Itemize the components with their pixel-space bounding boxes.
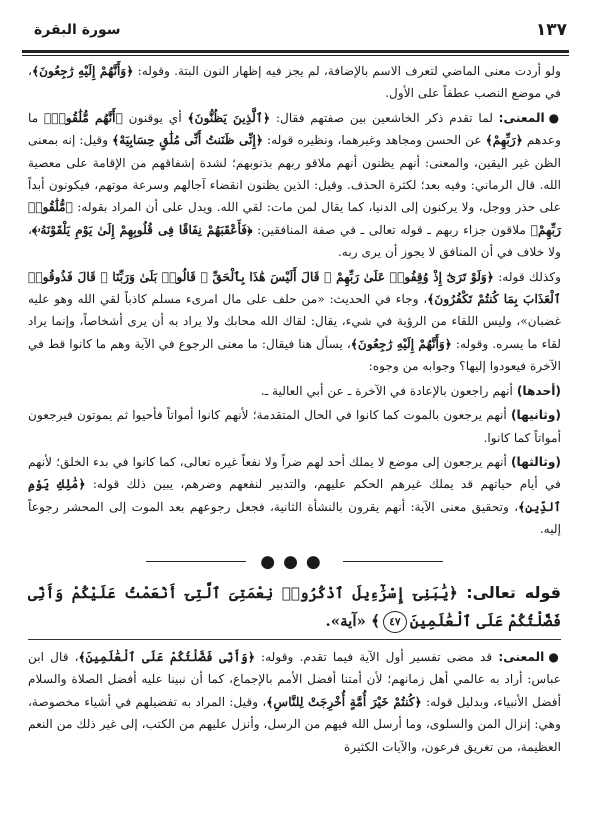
aspect-label: (أحدها) [516, 383, 561, 398]
verse-intro: قوله تعالى: [466, 582, 561, 602]
ayah-label: «آية». [325, 611, 366, 630]
ayah-number-badge: ٤٧ [383, 611, 407, 633]
header-rule-thin [22, 55, 569, 56]
quran-quote: ﴿إِنِّى ظَنَنتُ أَنِّى مُلَٰقٍ حِسَابِيَهْ﴾ [112, 133, 264, 148]
paragraph-likewise: وكذلك قوله: ﴿وَلَوْ تَرَىٰٓ إِذْ وُقِفُوا۟ عَلَىٰ رَبِّهِمْ ۚ قَالَ أَلَيْسَ هَٰذَا بِٱلْحَقِّ ۚ قَالُوا۟ بَلَىٰ وَرَبِّنَا ۚ قَالَ فَذُوقُوا۟ ٱلْعَذَابَ بِمَا كُنتُمْ تَكْفُرُونَ﴾، وجاء في الحديث: «من حلف على مال امرىء مسلم كاذباً لقي الله وهو عليه غضبان»، وليس اللقاء من الرؤية في شيء، يقال: لقاك الله محابك ولا يراد به أن يرى أشخاصاً، وإنما يراد لقاء ما يسره. وقوله: ﴿وَأَنَّهُمْ إِلَيْهِ رَٰجِعُونَ﴾، يسأل هنا فيقال: ما معنى الرجوع في الآية وهم ما كانوا قط في الآخرة فيعودوا إليها؟ وجوابه من وجوه: [28, 269, 561, 374]
quran-quote: ﴿مَٰلِكِ يَوْمِ ٱلدِّينِ﴾ [28, 477, 561, 514]
aspect-item: (أحدها) أنهم راجعون بالإعادة في الآخرة ـ عن أبي العالية ـ. [260, 383, 561, 398]
quran-quote: ﴿مُّلَٰقُوا۟ رَبِّهِمْ﴾ [28, 200, 561, 237]
verse-heading: قوله تعالى: ﴿يَٰبَنِىٓ إِسْرَٰٓءِيلَ ٱذْكُرُوا۟ نِعْمَتِىَ ٱلَّتِىٓ أَنْعَمْتُ عَلَيْكُمْ وَأَنِّى فَضَّلْتُكُمْ عَلَى ٱلْعَٰلَمِينَ٤٧﴾ «آية». [28, 579, 561, 635]
dots-icon: ●●● [260, 551, 329, 572]
quran-quote: ﴿وَأَنَّهُمْ إِلَيْهِ رَٰجِعُونَ﴾ [350, 336, 452, 351]
aspect-item: (وثانيها) أنهم يرجعون بالموت كما كانوا في الحال المتقدمة؛ لأنهم كانوا أمواتاً فأحيوا ثم يموتون فيرجعون أمواتاً كما كانوا. [28, 408, 561, 445]
meaning-label: المعنى: [498, 110, 545, 125]
quran-quote: ﴿ٱلَّذِينَ يَظُنُّونَ﴾ [187, 110, 271, 125]
quran-quote: ﴿كُنتُمْ خَيْرَ أُمَّةٍ أُخْرِجَتْ لِلنَّاسِ﴾ [266, 694, 422, 709]
surah-title: سورة البقرة [34, 22, 121, 38]
quran-quote: ﴿وَأَنَّهُمْ إِلَيْهِ رَٰجِعُونَ﴾ [31, 64, 134, 78]
page-body [28, 60, 561, 760]
section-separator [28, 551, 561, 573]
paragraph-meaning-2: ●المعنى: قد مضى تفسير أول الآية فيما تقدم. وقوله: ﴿وَأَنِّى فَضَّلْتُكُمْ عَلَى ٱلْعَٰلَمِينَ﴾، قال ابن عباس: أراد به عالمي أهل زمانهم؛ لأن أمتنا أفضل الأمم بالإجماع، كما أن نبينا عليه أفضل الصلاة والسلام أفضل الأنبياء، وبدليل قوله: ﴿كُنتُمْ خَيْرَ أُمَّةٍ أُخْرِجَتْ لِلنَّاسِ﴾، وقيل: المراد به تفضيلهم في أشياء مخصوصة، وهي: إنزال المن والسلوى، وما أرسل الله فيهم من الرسل، وأنزل عليهم من الكتب، إلى غير ذلك من النعم العظيمة، من تغريق فرعون، والآيات الكثيرة [28, 649, 562, 754]
quran-quote: ﴿وَلَوْ تَرَىٰٓ إِذْ وُقِفُوا۟ عَلَىٰ رَبِّهِمْ ۚ قَالَ أَلَيْسَ هَٰذَا بِٱلْحَقِّ ۚ قَالُوا۟ بَلَىٰ وَرَبِّنَا ۚ قَالَ فَذُوقُوا۟ ٱلْعَذَابَ بِمَا كُنتُمْ تَكْفُرُونَ﴾ [28, 269, 561, 307]
verse-divider [28, 639, 561, 640]
aspect-label: (وثانيها) [510, 408, 561, 423]
page-header [34, 16, 567, 44]
aspect-label: (وثالثها) [510, 454, 561, 469]
meaning-label: المعنى: [498, 649, 545, 664]
quran-quote: ﴿وَأَنِّى فَضَّلْتُكُمْ عَلَى ٱلْعَٰلَمِينَ﴾ [78, 649, 255, 664]
page-number: ١٣٧ [535, 20, 567, 40]
paragraph-meaning-1: ●المعنى: لما تقدم ذكر الخاشعين بين صفتهم فقال: ﴿ٱلَّذِينَ يَظُنُّونَ﴾ أي يوقنون ﴿أَنَّهُم مُّلَٰقُوا۟﴾ ما وعدهم ﴿رَبِّهِمْ﴾ عن الحسن ومجاهد وغيرهما، ونظيره قوله: ﴿إِنِّى ظَنَنتُ أَنِّى مُلَٰقٍ حِسَابِيَهْ﴾ وقيل: إنه بمعنى الظن غير اليقين، والمعنى: أنهم يظنون أنهم ملاقو ربهم بذنوبهم؛ لشدة إشفاقهم من الإقامة على معصية الله. قال الرماني: وفيه بعد؛ لكثرة الحذف. وقيل: الذين يظنون انقضاء آجالهم وسرعة موتهم، فيكونون أبداً على حذر ووجل، ولا يركنون إلى الدنيا، كما يقال لمن مات: لقي الله. ويدل على أن المراد بقوله: ﴿مُّلَٰقُوا۟ رَبِّهِمْ﴾ ملاقون جزاء ربهم ـ قوله تعالى ـ في صفة المنافقين: ﴿فَأَعْقَبَهُمْ نِفَاقًا فِى قُلُوبِهِمْ إِلَىٰ يَوْمِ يَلْقَوْنَهُۥ﴾، ولا خلاف في أن المنافق لا يجوز أن يرى ربه. [28, 110, 561, 260]
quran-quote: ﴿فَأَعْقَبَهُمْ نِفَاقًا فِى قُلُوبِهِمْ إِلَىٰ يَوْمِ يَلْقَوْنَهُۥ﴾ [31, 222, 253, 237]
header-rule [22, 50, 569, 53]
bullet-icon: ● [548, 649, 561, 664]
aspect-item: (وثالثها) أنهم يرجعون إلى موضع لا يملك أحد لهم ضراً ولا نفعاً غيره تعالى، كما كانوا في بدء الخلق؛ لأنهم في أيام حياتهم قد يملك غيرهم الحكم عليهم، والتدبير لنفعهم وضرهم، يبين ذلك قوله: ﴿مَٰلِكِ يَوْمِ ٱلدِّينِ﴾، وتحقيق معنى الآية: أنهم يقرون بالنشأة الثانية، فجعل رجوعهم بعد الموت إلى المحشر رجوعاً إليه. [28, 454, 561, 537]
verse-text: ﴿يَٰبَنِىٓ إِسْرَٰٓءِيلَ ٱذْكُرُوا۟ نِعْمَتِىَ ٱلَّتِىٓ أَنْعَمْتُ عَلَيْكُمْ وَأَنِّى فَضَّلْتُكُمْ عَلَى ٱلْعَٰلَمِينَ [28, 583, 561, 630]
quran-quote: ﴿أَنَّهُم مُّلَٰقُوا۟﴾ [43, 110, 123, 125]
paragraph-intro: ولو أردت معنى الماضي لتعرف الاسم بالإضافة، لم يجز فيه إظهار النون البتة. وقوله: ﴿وَأَنَّهُمْ إِلَيْهِ رَٰجِعُونَ﴾، في موضع النصب عطفاً على الأول. [28, 64, 561, 101]
bullet-icon: ● [548, 110, 561, 125]
quran-quote: ﴿رَبِّهِمْ﴾ [485, 133, 523, 148]
